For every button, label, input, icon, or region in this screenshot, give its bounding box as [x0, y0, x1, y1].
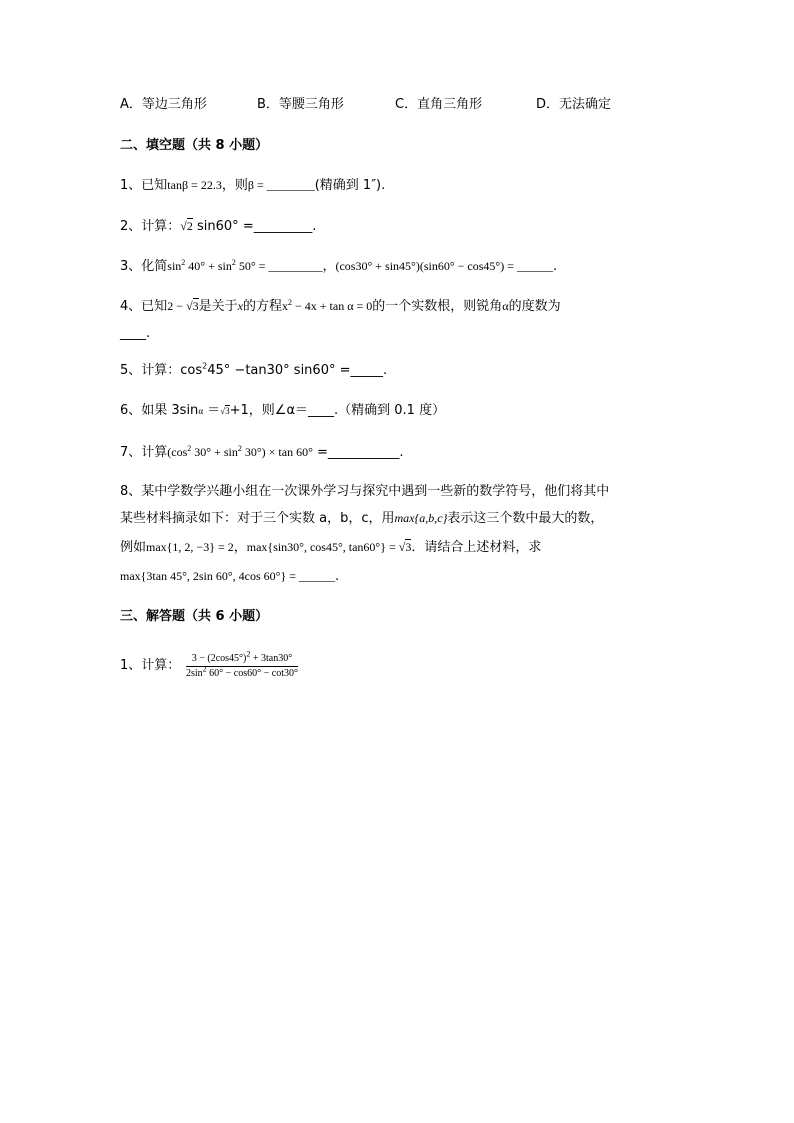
q4-mid-1: 是关于 — [198, 299, 238, 314]
q4-mid-3: 的一个实数根，则锐角 — [372, 299, 503, 314]
q7-expression: ($\cos^2$ $30^\circ + \sin^2 30^\circ) \times \tan 60^\circ$ — [167, 444, 313, 459]
q1-answer-blank: β = ________ — [247, 178, 315, 192]
q1-expression: tanβ = 22.3 — [167, 178, 222, 192]
choice-a: A．等边三角形 — [120, 97, 207, 112]
choice-c: C．直角三角形 — [395, 97, 483, 112]
fill-question-8-line-3: 例如max{1, 2, −3} = 2，max{sin30°, cos45°, tan60°} = √3．请结合上述材料，求 — [120, 540, 542, 555]
q4-suffix: 的度数为 — [508, 299, 561, 314]
answer-question-1-label: 1、计算： — [120, 658, 181, 673]
section-3-heading: 三、解答题（共 6 小题） — [120, 609, 269, 624]
q8-max-expression: max{sin30°, cos45°, tan60°} = √3 — [246, 540, 412, 554]
q2-expression: sin60° — [197, 219, 239, 234]
fill-question-4 — [120, 296, 561, 317]
fill-question-1 — [120, 175, 385, 196]
fill-question-8-line-4: max{3tan 45°, 2sin 60°, 4cos 60°} = ______. — [120, 569, 340, 584]
q3-prefix: 3、化简 — [120, 259, 168, 274]
q2-prefix: 2、计算： — [120, 219, 181, 234]
choice-d: D．无法确定 — [536, 97, 612, 112]
q1-suffix: (精确到 1″). — [314, 178, 386, 193]
section-2-heading: 二、填空题（共 8 小题） — [120, 138, 269, 153]
q4-alpha: α — [502, 299, 509, 313]
fill-question-7: 7、计算($\cos^2$ $30^\circ + \sin^2 30^\circ) \times \tan 60^\circ$ =___________. — [120, 444, 404, 460]
fill-question-2 — [120, 216, 316, 237]
fill-question-8-line-1: 8、某中学数学兴趣小组在一次课外学习与探究中遇到一些新的数学符号，他们将其中 — [120, 484, 610, 499]
q2-radicand: 2 — [186, 219, 193, 233]
choice-b: B．等腰三角形 — [257, 97, 344, 112]
q1-prefix: 1、已知 — [120, 178, 168, 193]
answer-question-1-fraction — [186, 649, 298, 680]
q4-root-expression: 2 − √3 — [167, 299, 199, 313]
q1-mid: ，则 — [221, 178, 248, 193]
q4-mid-2: 的方程 — [243, 299, 283, 314]
fraction-numerator: $3 - (2\cos 45^\circ)^2 + 3\tan 30^\circ$ — [186, 653, 298, 667]
fill-question-5: 5、计算：$\cos^245^\circ -\tan 30^\circ$ sin60° =_____. — [120, 361, 388, 378]
q6-sqrt: √3 — [220, 406, 230, 416]
q3-expression-2: (cos30° + sin45°)(sin60° − cos45°) = ______ — [335, 259, 553, 273]
q3-comma: ， — [322, 259, 336, 274]
q3-expression-1: $\sin^2 40^\circ + \sin^2 50^\circ$ = _________ — [167, 258, 323, 273]
choices-row — [120, 95, 611, 115]
q2-suffix: =_________. — [238, 219, 317, 234]
fill-question-6: 6、如果 3sinα ＝√3+1，则∠α＝____.（精确到 0.1 度） — [120, 403, 446, 418]
fill-question-8-line-2: 某些材料摘录如下：对于三个实数 a，b，c，用max{a,b,c}表示这三个数中最大的数， — [120, 511, 604, 526]
q4-answer-blank: ____. — [120, 326, 151, 341]
q4-variable: x — [237, 299, 243, 313]
q2-sqrt: √2 — [180, 219, 193, 233]
fill-question-3 — [120, 256, 557, 277]
q3-suffix: . — [552, 259, 558, 274]
fraction-denominator: $2\sin^2$ 60° − cos60° − cot30° — [186, 664, 298, 679]
q4-equation: $x^2 - 4x + \tan \alpha = 0$ — [282, 298, 373, 313]
q4-prefix: 4、已知 — [120, 299, 168, 314]
